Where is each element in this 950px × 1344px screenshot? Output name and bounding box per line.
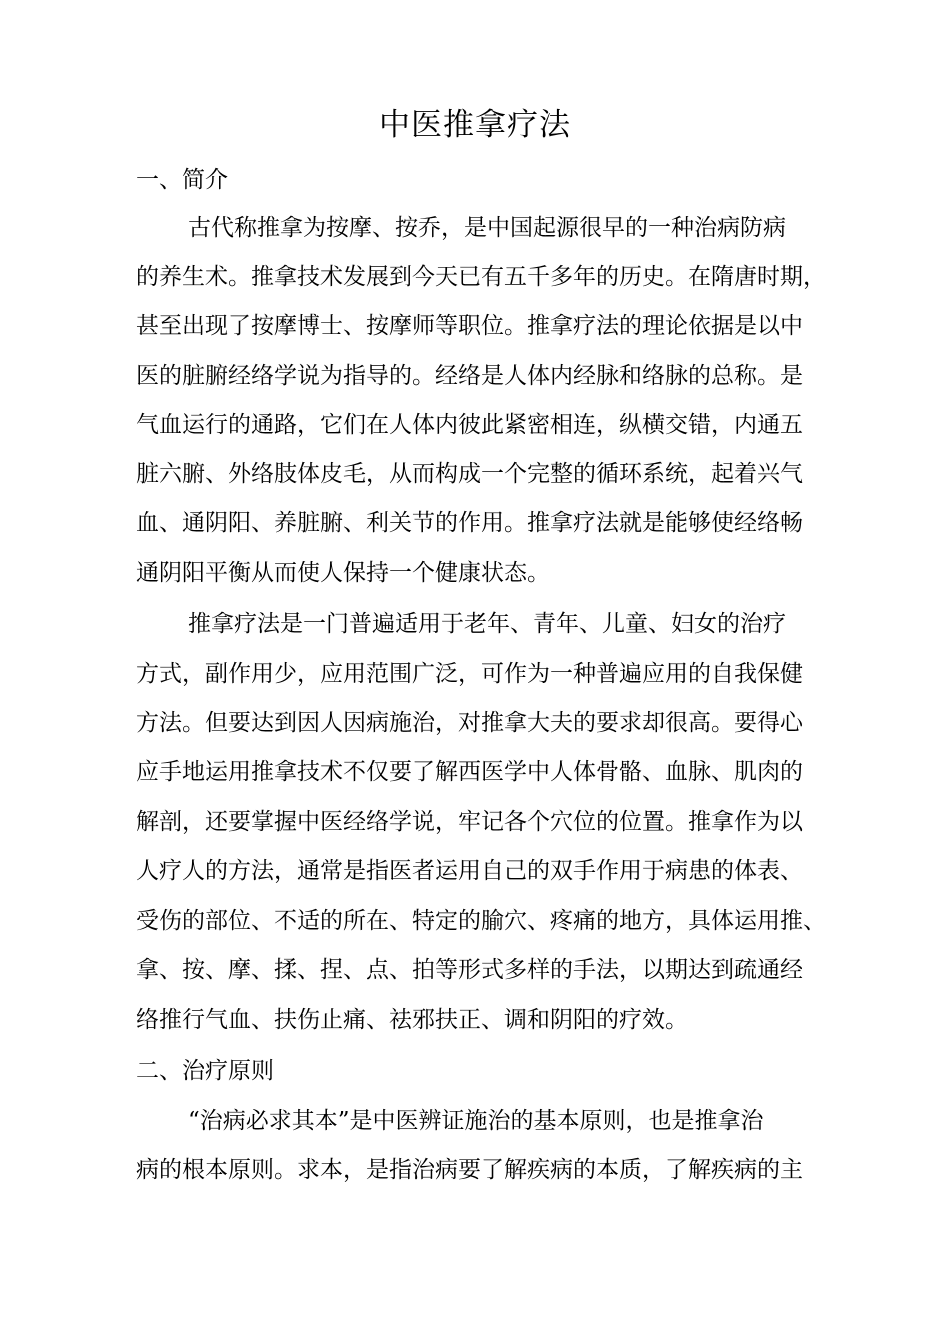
paragraph-line: 人疗人的方法，通常是指医者运用自己的双手作用于病患的体表、 xyxy=(136,858,803,884)
section-heading-principles: 二、治疗原则 xyxy=(136,1058,274,1084)
paragraph-line: 方式，副作用少，应用范围广泛，可作为一种普遍应用的自我保健 xyxy=(136,661,803,687)
section-heading-intro: 一、简介 xyxy=(136,167,228,193)
paragraph-line: 病的根本原则。求本，是指治病要了解疾病的本质，了解疾病的主 xyxy=(136,1157,803,1183)
paragraph-line: 古代称推拿为按摩、按乔，是中国起源很早的一种治病防病 xyxy=(188,215,786,241)
document-title: 中医推拿疗法 xyxy=(379,107,571,143)
paragraph-line: 医的脏腑经络学说为指导的。经络是人体内经脉和络脉的总称。是 xyxy=(136,363,803,389)
paragraph-line: 推拿疗法是一门普遍适用于老年、青年、儿童、妇女的治疗 xyxy=(188,611,786,637)
paragraph-line: 血、通阴阳、养脏腑、利关节的作用。推拿疗法就是能够使经络畅 xyxy=(136,510,803,536)
paragraph-line: 解剖，还要掌握中医经络学说，牢记各个穴位的位置。推拿作为以 xyxy=(136,809,803,835)
paragraph-line: 络推行气血、扶伤止痛、祛邪扶正、调和阴阳的疗效。 xyxy=(136,1007,688,1033)
paragraph-line: 的养生术。推拿技术发展到今天已有五千多年的历史。在隋唐时期， xyxy=(136,264,826,290)
paragraph-line: 甚至出现了按摩博士、按摩师等职位。推拿疗法的理论依据是以中 xyxy=(136,313,803,339)
paragraph-line: 应手地运用推拿技术不仅要了解西医学中人体骨骼、血脉、肌肉的 xyxy=(136,759,803,785)
paragraph-line: 方法。但要达到因人因病施治，对推拿大夫的要求却很高。要得心 xyxy=(136,710,803,736)
paragraph-line: 受伤的部位、不适的所在、特定的腧穴、疼痛的地方，具体运用推、 xyxy=(136,908,826,934)
paragraph-line: “治病必求其本”是中医辨证施治的基本原则，也是推拿治 xyxy=(188,1108,764,1134)
paragraph-line: 拿、按、摩、揉、捏、点、拍等形式多样的手法，以期达到疏通经 xyxy=(136,957,803,983)
paragraph-line: 脏六腑、外络肢体皮毛，从而构成一个完整的循环系统，起着兴气 xyxy=(136,461,803,487)
paragraph-line: 气血运行的通路，它们在人体内彼此紧密相连，纵横交错，内通五 xyxy=(136,412,803,438)
paragraph-line: 通阴阳平衡从而使人保持一个健康状态。 xyxy=(136,560,550,586)
